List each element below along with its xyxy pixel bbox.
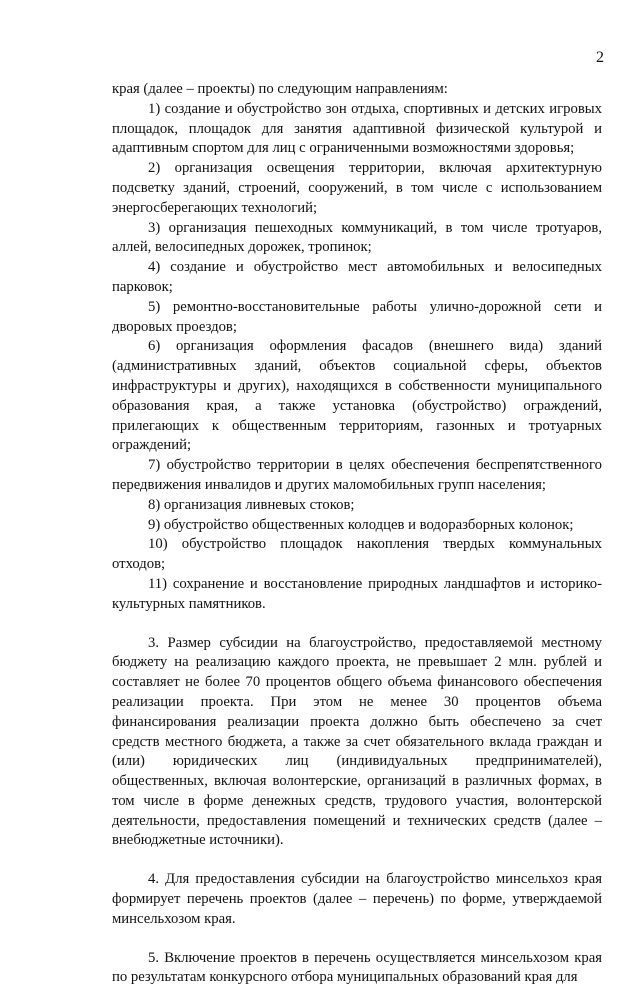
paragraph-5: 5. Включение проектов в перечень осуществляется минсельхозом края по результатам конкурсного отбора муниципальных образований края для: [112, 949, 602, 986]
list-item-2: 2) организация освещения территории, включая архитектурную подсветку зданий, строений, сооружений, в том числе с использованием энергосберегающих технологий;: [112, 160, 602, 216]
list-item-10: 10) обустройство площадок накопления твердых коммунальных отходов;: [112, 536, 602, 573]
list-item-5: 5) ремонтно-восстановительные работы улично-дорожной сети и дворовых проездов;: [112, 298, 602, 335]
list-item-6: 6) организация оформления фасадов (внешнего вида) зданий (административных зданий, объектов социальной сферы, объектов инфраструктуры и других), находящихся в собственности муниципального образования края, а также установка (обустройство) ограждений, прилегающих к общественным территориям, газонных и тротуарных ограждений;: [112, 338, 602, 454]
list-item-7: 7) обустройство территории в целях обеспечения беспрепятственного передвижения инвалидов и других маломобильных групп населения;: [112, 457, 602, 493]
list-item-3: 3) организация пешеходных коммуникаций, в том числе тротуаров, аллей, велосипедных дорожек, тропинок;: [112, 219, 602, 256]
list-item-8: 8) организация ливневых стоков;: [148, 496, 355, 513]
list-item-11: 11) сохранение и восстановление природных ландшафтов и историко-культурных памятников.: [112, 575, 602, 612]
list-item-4: 4) создание и обустройство мест автомобильных и велосипедных парковок;: [112, 259, 602, 295]
list-item-1: 1) создание и обустройство зон отдыха, спортивных и детских игровых площадок, площадок для занятия адаптивной физической культурой и адаптивным спортом для лиц с ограниченными возможностями здоровья;: [112, 100, 602, 157]
paragraph-4: 4. Для предоставления субсидии на благоустройство минсельхоз края формирует перечень проектов (далее – перечень) по форме, утверждаемой минсельхозом края.: [112, 871, 602, 927]
paragraph-intro: края (далее – проекты) по следующим направлениям:: [112, 81, 448, 97]
document-body: [112, 80, 602, 988]
page-number: 2: [596, 49, 604, 66]
paragraph-3: 3. Размер субсидии на благоустройство, предоставляемой местному бюджету на реализацию каждого проекта, не превышает 2 млн. рублей и составляет не более 70 процентов общего объема финансового обеспечения реализации проекта. При этом не менее 30 процентов объема финансирования реализации проекта должно быть обеспечено за счет средств местного бюджета, а также за счет обязательного вклада граждан и (или) юридических лиц (индивидуальных предпринимателей), общественных, включая волонтерские, организаций в различных формах, в том числе в форме денежных средств, трудового участия, волонтерской деятельности, предоставления помещений и технических средств (далее – внебюджетные источники).: [112, 634, 602, 849]
list-item-9: 9) обустройство общественных колодцев и водоразборных колонок;: [148, 516, 574, 533]
